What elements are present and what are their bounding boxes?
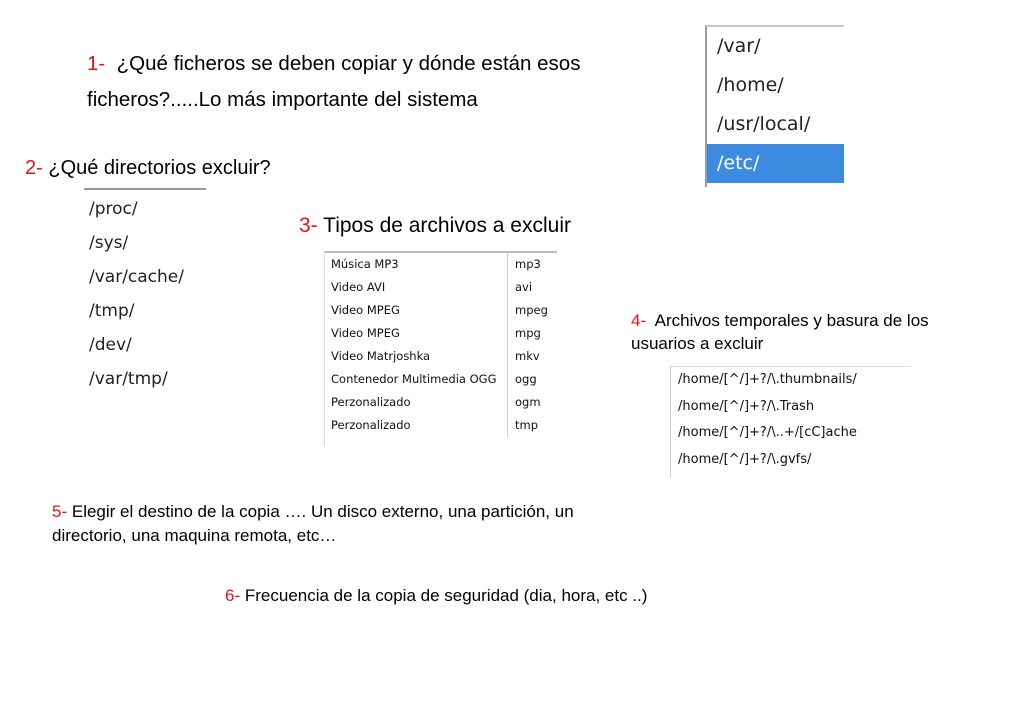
- table-row[interactable]: [325, 414, 557, 437]
- directory-item[interactable]: /home/: [717, 74, 784, 96]
- table-row[interactable]: [325, 253, 557, 276]
- file-type-ext: tmp: [515, 418, 539, 432]
- temp-pattern-item[interactable]: /home/[^/]+?/\..+/[cC]ache: [678, 425, 857, 440]
- temp-patterns-list: [670, 366, 911, 477]
- excluded-dir-item[interactable]: /sys/: [89, 233, 129, 253]
- question-3-text: Tipos de archivos a excluir: [323, 214, 571, 237]
- question-1: [87, 46, 707, 118]
- question-6-text: Frecuencia de la copia de seguridad (dia, hora, etc ..): [244, 586, 648, 605]
- question-5-text: Elegir el destino de la copia …. Un disco externo, una partición, un directorio, una maquina remota, etc…: [52, 502, 574, 545]
- file-type-name: Video MPEG: [325, 322, 508, 345]
- question-4-text: Archivos temporales y basura de los usuarios a excluir: [631, 311, 929, 353]
- file-type-name: Perzonalizado: [325, 391, 508, 414]
- file-type-name: Video Matrjoshka: [325, 345, 508, 368]
- directory-item-selected[interactable]: /etc/: [707, 144, 844, 183]
- file-type-name: Perzonalizado: [325, 414, 508, 437]
- question-2-number: 2-: [25, 157, 43, 179]
- file-type-name: Video AVI: [325, 276, 508, 299]
- question-2: [25, 154, 271, 182]
- excluded-directories-list: [84, 188, 206, 400]
- question-3: [299, 211, 571, 241]
- file-type-name: Video MPEG: [325, 299, 508, 322]
- question-3-number: 3-: [299, 214, 318, 237]
- file-type-ext: mp3: [515, 257, 541, 271]
- table-row[interactable]: [325, 276, 557, 299]
- question-2-text: ¿Qué directorios excluir?: [48, 157, 271, 179]
- file-type-ext: mkv: [515, 349, 540, 363]
- question-1-text: ¿Qué ficheros se deben copiar y dónde están esos ficheros?.....Lo más importante del sistema: [87, 52, 581, 111]
- excluded-dir-item[interactable]: /dev/: [89, 335, 132, 355]
- question-4: [631, 309, 961, 355]
- question-4-number: 4-: [631, 311, 647, 330]
- temp-pattern-item[interactable]: /home/[^/]+?/\.Trash: [678, 398, 815, 414]
- question-6: [225, 584, 647, 608]
- table-row[interactable]: [325, 345, 557, 368]
- table-row[interactable]: [325, 368, 557, 391]
- directory-item[interactable]: /usr/local/: [717, 113, 811, 135]
- file-type-ext: mpg: [515, 326, 541, 340]
- table-row[interactable]: [325, 299, 557, 322]
- excluded-dir-item[interactable]: /var/cache/: [89, 267, 184, 287]
- directory-list: [705, 25, 844, 187]
- file-types-table: [324, 251, 557, 446]
- directory-item[interactable]: /var/: [717, 35, 761, 57]
- table-row[interactable]: [325, 391, 557, 414]
- table-row[interactable]: [325, 322, 557, 345]
- excluded-dir-item[interactable]: /proc/: [89, 199, 138, 219]
- temp-pattern-item[interactable]: /home/[^/]+?/\.gvfs/: [678, 451, 812, 467]
- file-type-ext: mpeg: [515, 303, 548, 317]
- file-type-ext: avi: [515, 280, 533, 294]
- file-type-name: Música MP3: [325, 253, 508, 276]
- excluded-dir-item[interactable]: /tmp/: [89, 301, 135, 321]
- question-6-number: 6-: [225, 586, 241, 605]
- question-5: [52, 500, 612, 548]
- file-type-ext: ogm: [515, 395, 541, 409]
- temp-pattern-item[interactable]: /home/[^/]+?/\.thumbnails/: [678, 372, 857, 387]
- excluded-dir-item[interactable]: /var/tmp/: [89, 369, 168, 389]
- question-5-number: 5-: [52, 502, 68, 521]
- file-type-name: Contenedor Multimedia OGG: [325, 368, 508, 391]
- question-1-number: 1-: [87, 52, 106, 75]
- file-type-ext: ogg: [515, 372, 537, 386]
